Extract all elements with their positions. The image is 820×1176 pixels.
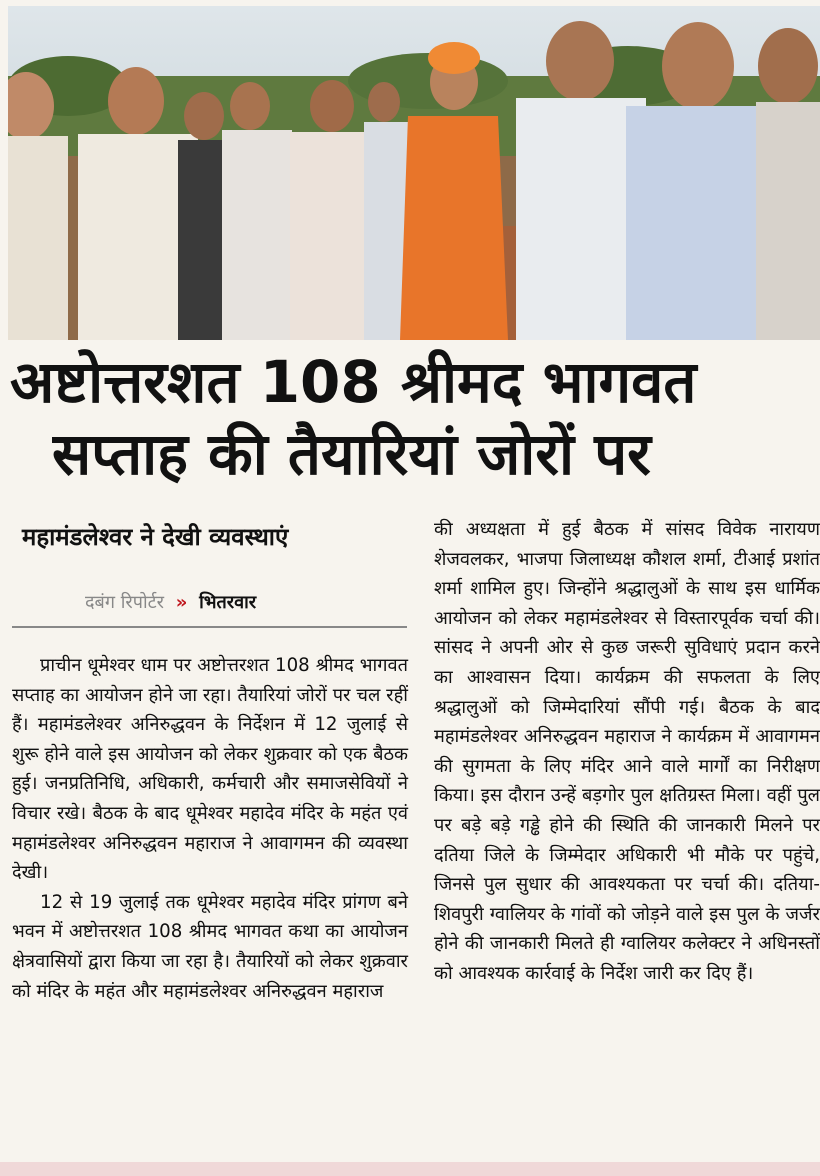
byline-reporter: दबंग रिपोर्टर xyxy=(85,592,165,613)
news-photo xyxy=(8,6,820,340)
byline-arrow-icon: » xyxy=(175,592,188,613)
column2-paragraph-1: की अध्यक्षता में हुई बैठक में सांसद विवेक नारायण शेजवलकर, भाजपा जिलाध्यक्ष कौशल शर्मा, टीआई प्रशांत शर्मा शामिल हुए। जिन्होंने श्रद्धालुओं के साथ इस धार्मिक आयोजन को लेकर महामंडलेश्वर से विस्तारपूर्वक चर्चा की। सांसद ने अपनी ओर से कुछ जरूरी सुविधाएं प्रदान करने का आश्वासन दिया। कार्यक्रम की सफलता के लिए श्रद्धालुओं को जिम्मेदारियां सौंपी गई। बैठक के बाद महामंडलेश्वर अनिरुद्धवन महाराज ने कार्यक्रम में आवागमन की सुगमता के लिए मंदिर आने वाले मार्गों का निरीक्षण किया। इस दौरान उन्हें बड़गोर पुल क्षतिग्रस्त मिला। वहीं पुल पर बड़े बड़े गड्ढे होने की स्थिति की जानकारी मिलने पर दतिया जिले के जिम्मेदार अधिकारी भी मौके पर पहुंचे, जिनसे पुल सुधार की आवश्यकता पर चर्चा की। दतिया-शिवपुरी ग्वालियर के गांवों को जोड़ने वाले इस पुल के जर्जर होने की जानकारी मिलते ही ग्वालियर कलेक्टर ने अधिनस्तों को आवश्यक कार्रवाई के निर्देश जारी कर दिए हैं। xyxy=(434,519,820,984)
article-column-1 xyxy=(12,651,408,1006)
photo-illustration xyxy=(8,6,820,340)
divider xyxy=(12,626,407,628)
headline-line-2: सप्ताह की तैयारियां जोरों पर xyxy=(52,420,651,488)
page-bottom-strip xyxy=(0,1162,820,1176)
subheadline: महामंडलेश्वर ने देखी व्यवस्थाएं xyxy=(22,523,289,551)
headline-line-1: अष्टोत्तरशत 108 श्रीमद भागवत xyxy=(10,348,697,416)
column1-paragraph-1: प्राचीन धूमेश्वर धाम पर अष्टोत्तरशत 108 श्रीमद भागवत सप्ताह का आयोजन होने जा रहा। तैयारियां जोरों पर चल रहीं हैं। महामंडलेश्वर अनिरुद्धवन के निर्देशन में 12 जुलाई से शुरू होने वाले इस आयोजन को लेकर शुक्रवार को एक बैठक हुई। जनप्रतिनिधि, अधिकारी, कर्मचारी और समाजसेवियों ने विचार रखे। बैठक के बाद धूमेश्वर महादेव मंदिर के महंत एवं महामंडलेश्वर अनिरुद्धवन महाराज ने आवागमन की व्यवस्था देखी। xyxy=(12,655,408,884)
article-column-2 xyxy=(434,515,820,1155)
byline xyxy=(85,590,256,614)
byline-place: भितरवार xyxy=(199,592,257,613)
column1-paragraph-2: 12 से 19 जुलाई तक धूमेश्वर महादेव मंदिर प्रांगण बने भवन में अष्टोत्तरशत 108 श्रीमद भागवत कथा का आयोजन क्षेत्रवासियों द्वारा किया जा रहा है। तैयारियों को लेकर शुक्रवार को मंदिर के महंत और महामंडलेश्वर अनिरुद्धवन महाराज xyxy=(12,891,408,1002)
